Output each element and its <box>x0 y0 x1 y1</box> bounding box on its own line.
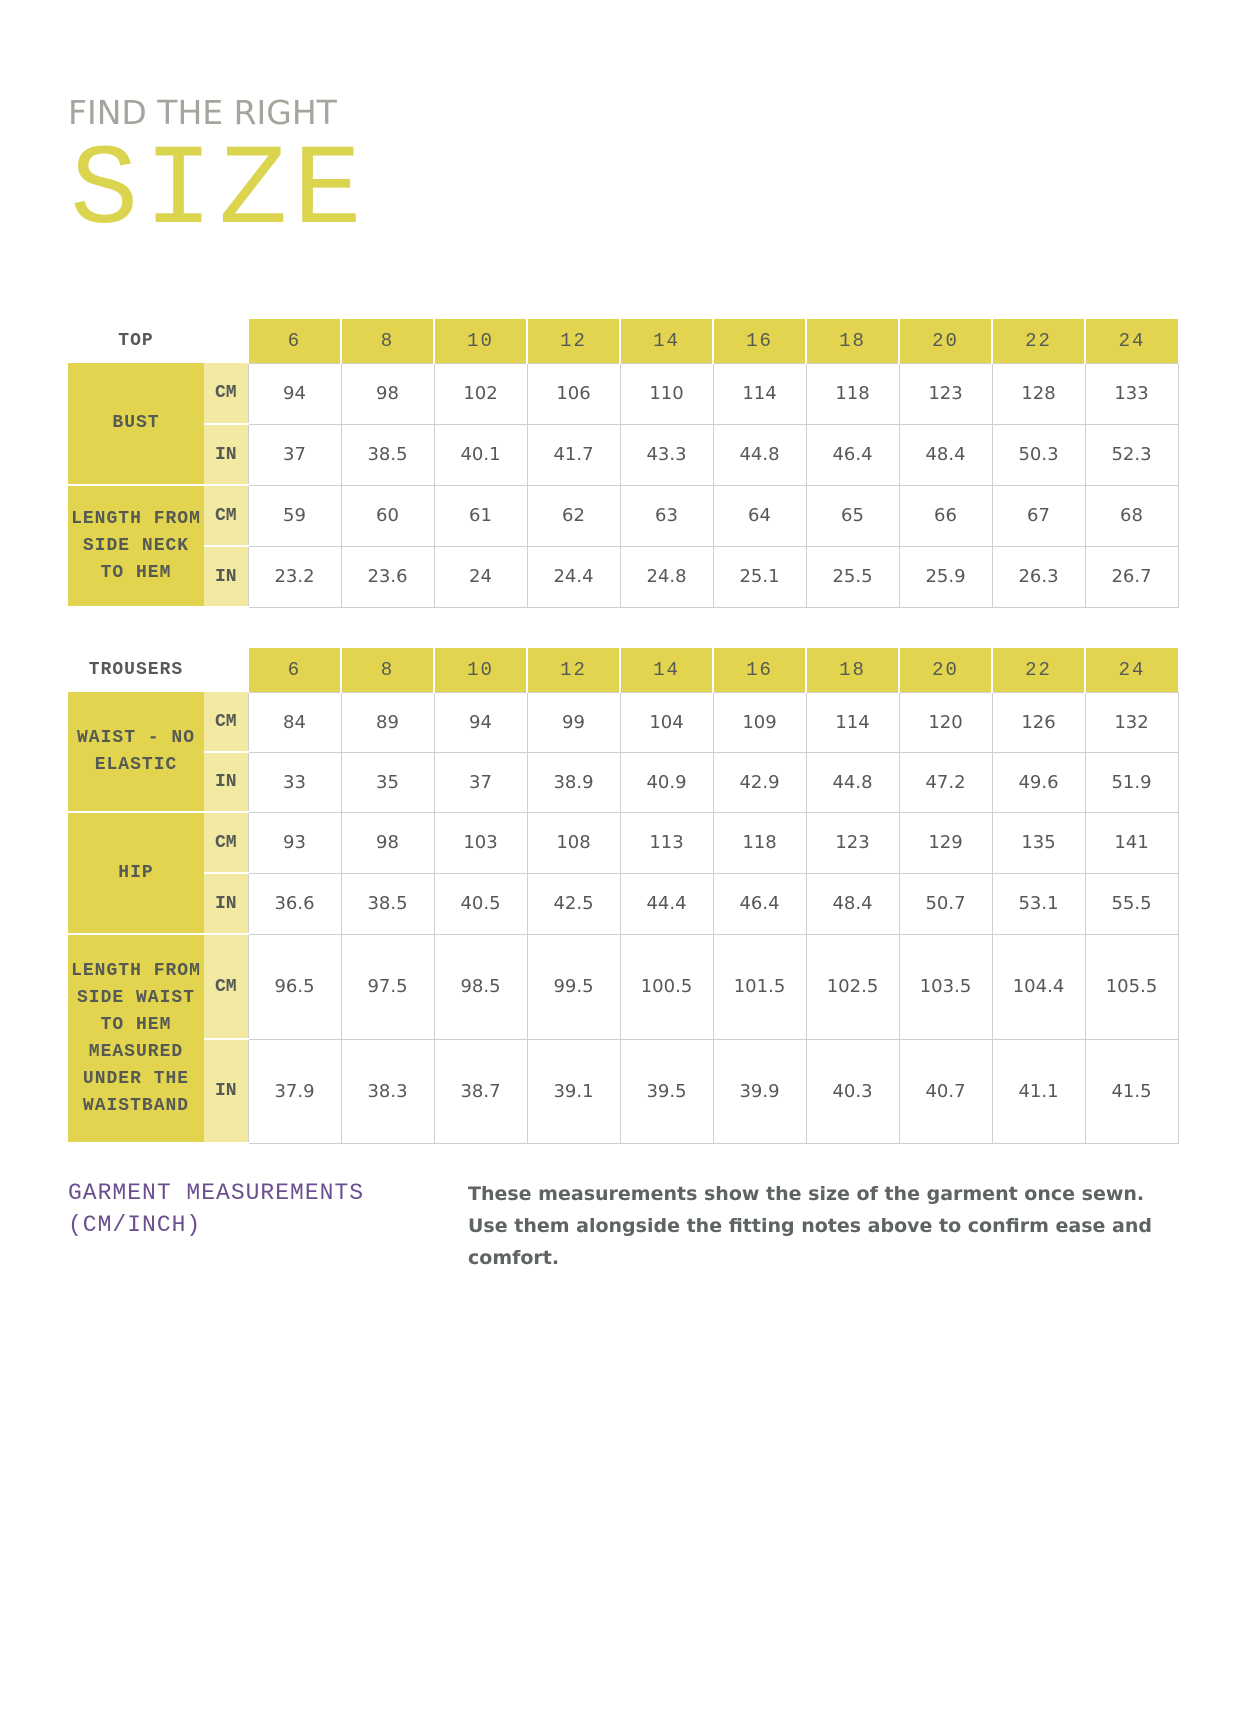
measurement-value: 101.5 <box>713 934 806 1039</box>
measurement-value: 40.1 <box>434 424 527 485</box>
measurement-value: 42.5 <box>527 873 620 934</box>
size-header-8: 8 <box>341 648 434 692</box>
measurement-value: 61 <box>434 485 527 546</box>
measurement-value: 98.5 <box>434 934 527 1039</box>
size-header-10: 10 <box>434 319 527 363</box>
measurement-value: 96.5 <box>248 934 341 1039</box>
table-row <box>68 546 1178 607</box>
size-header-18: 18 <box>806 319 899 363</box>
measurement-value: 36.6 <box>248 873 341 934</box>
measurement-value: 114 <box>806 692 899 752</box>
measurement-label: BUST <box>68 363 204 485</box>
measurement-value: 25.9 <box>899 546 992 607</box>
size-header-16: 16 <box>713 319 806 363</box>
measurement-value: 59 <box>248 485 341 546</box>
measurement-value: 44.8 <box>713 424 806 485</box>
table-row <box>68 424 1178 485</box>
measurement-value: 48.4 <box>899 424 992 485</box>
measurement-value: 103.5 <box>899 934 992 1039</box>
measurement-value: 38.7 <box>434 1039 527 1143</box>
measurement-value: 38.5 <box>341 873 434 934</box>
measurement-value: 24.8 <box>620 546 713 607</box>
measurement-value: 113 <box>620 812 713 873</box>
unit-label-cm: CM <box>204 812 248 873</box>
table-row <box>68 363 1178 424</box>
measurement-value: 99 <box>527 692 620 752</box>
measurement-value: 106 <box>527 363 620 424</box>
measurement-value: 44.8 <box>806 752 899 812</box>
table-row <box>68 692 1178 752</box>
measurement-value: 55.5 <box>1085 873 1178 934</box>
size-header-row <box>68 319 1178 363</box>
measurement-value: 108 <box>527 812 620 873</box>
measurement-value: 100.5 <box>620 934 713 1039</box>
measurement-value: 105.5 <box>1085 934 1178 1039</box>
trousers-size-table <box>68 648 1179 1144</box>
measurement-label: HIP <box>68 812 204 934</box>
measurement-value: 40.9 <box>620 752 713 812</box>
top-size-table <box>68 319 1179 608</box>
measurement-value: 39.1 <box>527 1039 620 1143</box>
footer-description: These measurements show the size of the garment once sewn. Use them alongside the fitting notes above to confirm ease and comfort. <box>468 1183 1152 1269</box>
table-name: TROUSERS <box>68 648 204 692</box>
table-row <box>68 1039 1178 1143</box>
measurement-value: 110 <box>620 363 713 424</box>
page-title: SIZE <box>70 128 368 257</box>
size-header-8: 8 <box>341 319 434 363</box>
measurement-label: LENGTH FROM SIDE NECK TO HEM <box>68 485 204 607</box>
size-header-18: 18 <box>806 648 899 692</box>
size-header-row <box>68 648 1178 692</box>
measurement-value: 43.3 <box>620 424 713 485</box>
size-header-14: 14 <box>620 648 713 692</box>
measurement-value: 26.3 <box>992 546 1085 607</box>
measurement-value: 129 <box>899 812 992 873</box>
measurement-value: 46.4 <box>806 424 899 485</box>
size-header-6: 6 <box>248 319 341 363</box>
measurement-value: 126 <box>992 692 1085 752</box>
size-header-16: 16 <box>713 648 806 692</box>
unit-label-in: IN <box>204 873 248 934</box>
measurement-value: 37 <box>434 752 527 812</box>
measurement-value: 35 <box>341 752 434 812</box>
measurement-value: 63 <box>620 485 713 546</box>
measurement-value: 41.1 <box>992 1039 1085 1143</box>
measurement-value: 48.4 <box>806 873 899 934</box>
measurement-value: 24.4 <box>527 546 620 607</box>
footer-heading-line2: (CM/INCH) <box>68 1212 202 1238</box>
measurement-value: 40.7 <box>899 1039 992 1143</box>
unit-label-in: IN <box>204 1039 248 1143</box>
measurement-value: 37.9 <box>248 1039 341 1143</box>
size-header-6: 6 <box>248 648 341 692</box>
measurement-value: 114 <box>713 363 806 424</box>
measurement-value: 52.3 <box>1085 424 1178 485</box>
size-header-22: 22 <box>992 319 1085 363</box>
measurement-value: 41.5 <box>1085 1039 1178 1143</box>
measurement-label: WAIST - NO ELASTIC <box>68 692 204 812</box>
measurement-value: 102 <box>434 363 527 424</box>
size-header-24: 24 <box>1085 648 1178 692</box>
measurement-value: 39.5 <box>620 1039 713 1143</box>
unit-label-in: IN <box>204 424 248 485</box>
measurement-value: 98 <box>341 812 434 873</box>
size-header-24: 24 <box>1085 319 1178 363</box>
measurement-value: 51.9 <box>1085 752 1178 812</box>
unit-label-cm: CM <box>204 692 248 752</box>
table-row <box>68 752 1178 812</box>
measurement-value: 104.4 <box>992 934 1085 1039</box>
measurement-value: 23.2 <box>248 546 341 607</box>
measurement-value: 128 <box>992 363 1085 424</box>
measurement-value: 118 <box>806 363 899 424</box>
measurement-value: 104 <box>620 692 713 752</box>
measurement-value: 97.5 <box>341 934 434 1039</box>
measurement-value: 42.9 <box>713 752 806 812</box>
measurement-value: 24 <box>434 546 527 607</box>
page-subtitle: FIND THE RIGHT <box>68 93 337 132</box>
unit-label-cm: CM <box>204 934 248 1039</box>
table-row <box>68 934 1178 1039</box>
table-row <box>68 873 1178 934</box>
footer-heading-line1: GARMENT MEASUREMENTS <box>68 1180 365 1206</box>
unit-label-cm: CM <box>204 485 248 546</box>
measurement-value: 25.5 <box>806 546 899 607</box>
header-spacer <box>204 648 248 692</box>
measurement-value: 47.2 <box>899 752 992 812</box>
measurement-value: 89 <box>341 692 434 752</box>
measurement-value: 38.5 <box>341 424 434 485</box>
measurement-value: 23.6 <box>341 546 434 607</box>
measurement-value: 40.3 <box>806 1039 899 1143</box>
measurement-value: 38.3 <box>341 1039 434 1143</box>
measurement-value: 99.5 <box>527 934 620 1039</box>
measurement-value: 68 <box>1085 485 1178 546</box>
measurement-value: 50.7 <box>899 873 992 934</box>
table-name: TOP <box>68 319 204 363</box>
measurement-value: 67 <box>992 485 1085 546</box>
measurement-value: 65 <box>806 485 899 546</box>
size-header-22: 22 <box>992 648 1085 692</box>
measurement-value: 133 <box>1085 363 1178 424</box>
size-header-10: 10 <box>434 648 527 692</box>
measurement-value: 33 <box>248 752 341 812</box>
unit-label-in: IN <box>204 546 248 607</box>
measurement-value: 84 <box>248 692 341 752</box>
measurement-value: 66 <box>899 485 992 546</box>
measurement-value: 120 <box>899 692 992 752</box>
measurement-label: LENGTH FROM SIDE WAIST TO HEM MEASURED UNDER THE WAISTBAND <box>68 934 204 1143</box>
measurement-value: 44.4 <box>620 873 713 934</box>
measurement-value: 102.5 <box>806 934 899 1039</box>
size-header-20: 20 <box>899 648 992 692</box>
measurement-value: 60 <box>341 485 434 546</box>
measurement-value: 94 <box>434 692 527 752</box>
table-row <box>68 485 1178 546</box>
measurement-value: 38.9 <box>527 752 620 812</box>
measurement-value: 26.7 <box>1085 546 1178 607</box>
measurement-value: 118 <box>713 812 806 873</box>
unit-label-cm: CM <box>204 363 248 424</box>
header-spacer <box>204 319 248 363</box>
measurement-value: 123 <box>806 812 899 873</box>
measurement-value: 53.1 <box>992 873 1085 934</box>
measurement-value: 132 <box>1085 692 1178 752</box>
measurement-value: 37 <box>248 424 341 485</box>
table-row <box>68 812 1178 873</box>
measurement-value: 123 <box>899 363 992 424</box>
measurement-value: 41.7 <box>527 424 620 485</box>
measurement-value: 62 <box>527 485 620 546</box>
garment-measurements-heading <box>68 1177 408 1241</box>
measurement-value: 94 <box>248 363 341 424</box>
size-header-14: 14 <box>620 319 713 363</box>
measurement-value: 98 <box>341 363 434 424</box>
measurement-value: 39.9 <box>713 1039 806 1143</box>
measurement-value: 49.6 <box>992 752 1085 812</box>
measurement-value: 50.3 <box>992 424 1085 485</box>
measurement-value: 103 <box>434 812 527 873</box>
unit-label-in: IN <box>204 752 248 812</box>
size-header-20: 20 <box>899 319 992 363</box>
measurement-value: 25.1 <box>713 546 806 607</box>
measurement-value: 135 <box>992 812 1085 873</box>
size-header-12: 12 <box>527 648 620 692</box>
measurement-value: 46.4 <box>713 873 806 934</box>
measurement-value: 109 <box>713 692 806 752</box>
measurement-value: 64 <box>713 485 806 546</box>
measurement-value: 40.5 <box>434 873 527 934</box>
measurement-value: 141 <box>1085 812 1178 873</box>
size-header-12: 12 <box>527 319 620 363</box>
measurement-value: 93 <box>248 812 341 873</box>
